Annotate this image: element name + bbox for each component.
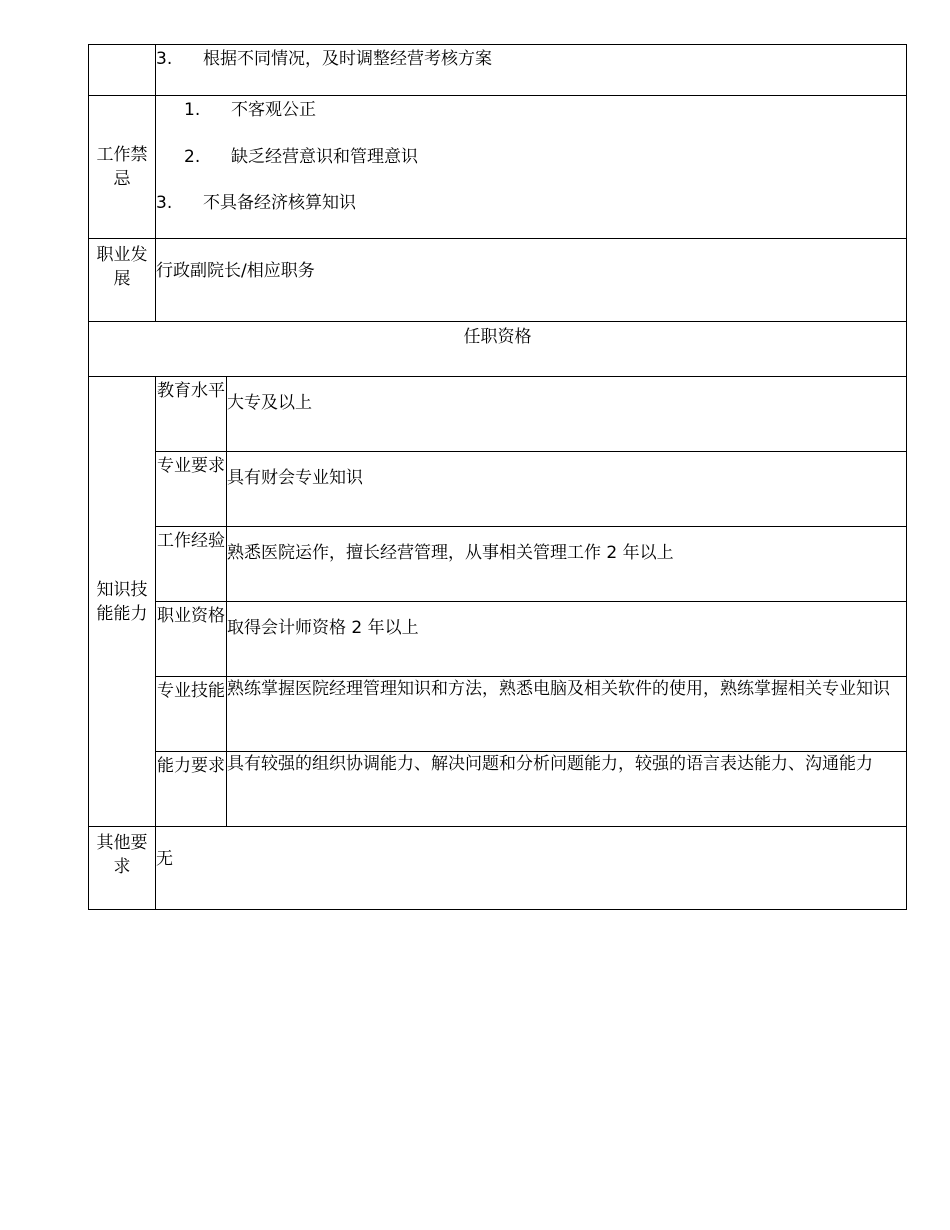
career-label: 职业发展 bbox=[89, 239, 156, 322]
prohibition-item: 1. 不客观公正 bbox=[184, 100, 316, 120]
knowledge-value: 熟悉医院运作，擅长经营管理，从事相关管理工作 2 年以上 bbox=[227, 527, 907, 602]
prohibition-item: 2. 缺乏经营意识和管理意识 bbox=[184, 147, 418, 167]
knowledge-row bbox=[89, 377, 907, 452]
prohibitions-row bbox=[89, 96, 907, 239]
prohibitions-label: 工作禁忌 bbox=[89, 96, 156, 239]
knowledge-sub-label: 专业技能 bbox=[156, 677, 227, 752]
knowledge-row bbox=[89, 677, 907, 752]
other-row bbox=[89, 827, 907, 910]
continuation-item: 3. 根据不同情况，及时调整经营考核方案 bbox=[156, 49, 492, 69]
knowledge-value: 取得会计师资格 2 年以上 bbox=[227, 602, 907, 677]
knowledge-value: 熟练掌握医院经理管理知识和方法，熟悉电脑及相关软件的使用，熟练掌握相关专业知识 bbox=[227, 677, 907, 752]
career-row bbox=[89, 239, 907, 322]
continuation-row bbox=[89, 45, 907, 96]
knowledge-label: 知识技能能力 bbox=[89, 377, 156, 827]
knowledge-sub-label: 工作经验 bbox=[156, 527, 227, 602]
knowledge-value: 大专及以上 bbox=[227, 377, 907, 452]
knowledge-sub-label: 能力要求 bbox=[156, 752, 227, 827]
knowledge-value: 具有财会专业知识 bbox=[227, 452, 907, 527]
prohibition-item: 3. 不具备经济核算知识 bbox=[156, 193, 356, 213]
knowledge-sub-label: 专业要求 bbox=[156, 452, 227, 527]
other-label: 其他要求 bbox=[89, 827, 156, 910]
knowledge-value: 具有较强的组织协调能力、解决问题和分析问题能力，较强的语言表达能力、沟通能力 bbox=[227, 752, 907, 827]
qualifications-title: 任职资格 bbox=[89, 322, 907, 377]
knowledge-row bbox=[89, 752, 907, 827]
knowledge-row bbox=[89, 452, 907, 527]
knowledge-row bbox=[89, 527, 907, 602]
other-value: 无 bbox=[156, 827, 907, 910]
qualifications-title-row bbox=[89, 322, 907, 377]
prohibitions-content bbox=[156, 96, 907, 239]
knowledge-sub-label: 职业资格 bbox=[156, 602, 227, 677]
continuation-label-cell bbox=[89, 45, 156, 96]
knowledge-row bbox=[89, 602, 907, 677]
career-value: 行政副院长/相应职务 bbox=[156, 239, 907, 322]
knowledge-sub-label: 教育水平 bbox=[156, 377, 227, 452]
continuation-content bbox=[156, 45, 907, 96]
job-description-table bbox=[88, 44, 907, 910]
